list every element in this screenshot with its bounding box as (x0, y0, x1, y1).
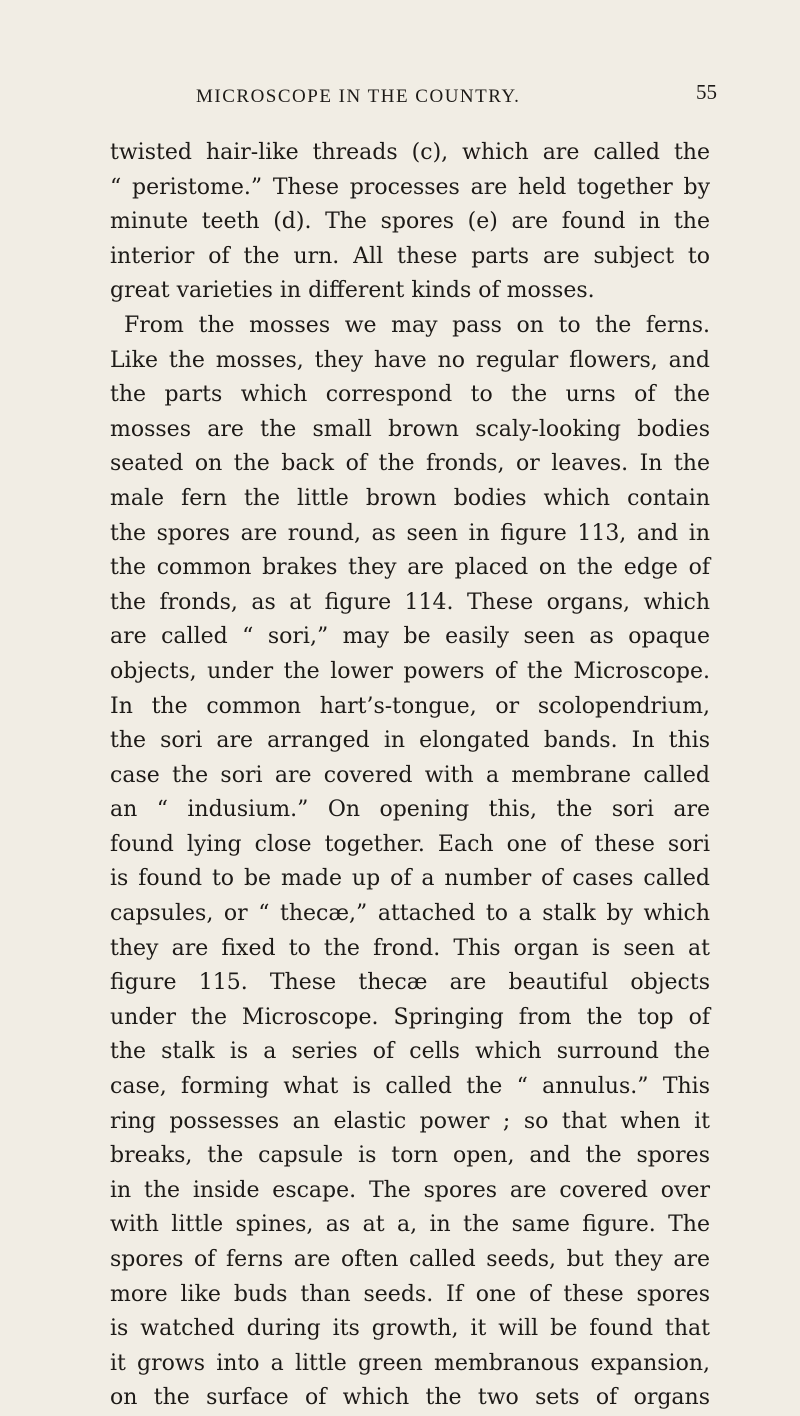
text-line: male fern the little brown bodies which contain (110, 485, 710, 511)
text-line: the spores are round, as seen in figure 113, and in (110, 520, 710, 546)
text-line: ring possesses an elastic power ; so that when it (110, 1108, 710, 1134)
text-line: the common brakes they are placed on the edge of (110, 555, 710, 581)
text-line: in the inside escape. The spores are covered over (110, 1177, 710, 1203)
text-line: are called “ sori,” may be easily seen as opaque (110, 624, 710, 650)
text-line: they are fixed to the frond. This organ is seen at (110, 935, 710, 961)
text-line: minute teeth (d). The spores (e) are found in the (110, 209, 710, 235)
text-line: case the sori are covered with a membrane called (110, 762, 710, 788)
text-line: an “ indusium.” On opening this, the sori are (110, 797, 710, 823)
text-line: the sori are arranged in elongated bands. In this (110, 728, 710, 754)
text-line: Like the mosses, they have no regular flowers, and (110, 347, 710, 373)
text-line: figure 115. These thecæ are beautiful objects (110, 970, 710, 996)
text-line: In the common hart’s-tongue, or scolopendrium, (110, 693, 710, 719)
text-line: the fronds, as at figure 114. These organs, which (110, 589, 710, 615)
text-line: the parts which correspond to the urns of the (110, 382, 710, 408)
running-head: MICROSCOPE IN THE COUNTRY. (196, 86, 521, 107)
text-line: with little spines, as at a, in the same figure. The (110, 1212, 710, 1238)
body-text (110, 136, 710, 1416)
text-line: mosses are the small brown scaly-looking bodies (110, 416, 710, 442)
text-line: interior of the urn. All these parts are subject to (110, 243, 710, 269)
text-line: seated on the back of the fronds, or leaves. In the (110, 451, 710, 477)
text-line: the stalk is a series of cells which surround the (110, 1039, 710, 1065)
text-line: more like buds than seeds. If one of these spores (110, 1281, 710, 1307)
text-line: spores of ferns are often called seeds, but they are (110, 1247, 710, 1272)
text-line: breaks, the capsule is torn open, and the spores (110, 1143, 710, 1169)
text-line: “ peristome.” These processes are held together by (110, 174, 710, 200)
page-number: 55 (696, 80, 717, 104)
text-line: is watched during its growth, it will be found that (110, 1316, 710, 1342)
text-line: case, forming what is called the “ annulus.” This (110, 1074, 710, 1100)
text-line: under the Microscope. Springing from the top of (110, 1004, 710, 1030)
text-line: great varieties in different kinds of mosses. (110, 278, 595, 304)
text-line: found lying close together. Each one of these sori (110, 831, 710, 857)
text-line: twisted hair-like threads (c), which are called the (110, 140, 710, 165)
text-line: it grows into a little green membranous expansion, (110, 1350, 710, 1376)
text-line: From the mosses we may pass on to the ferns. (124, 312, 710, 338)
text-line: is found to be made up of a number of cases called (110, 866, 710, 892)
text-line: capsules, or “ thecæ,” attached to a stalk by which (110, 901, 710, 927)
text-line: on the surface of which the two sets of organs (110, 1385, 710, 1411)
text-line: objects, under the lower powers of the Microscope. (110, 658, 710, 684)
